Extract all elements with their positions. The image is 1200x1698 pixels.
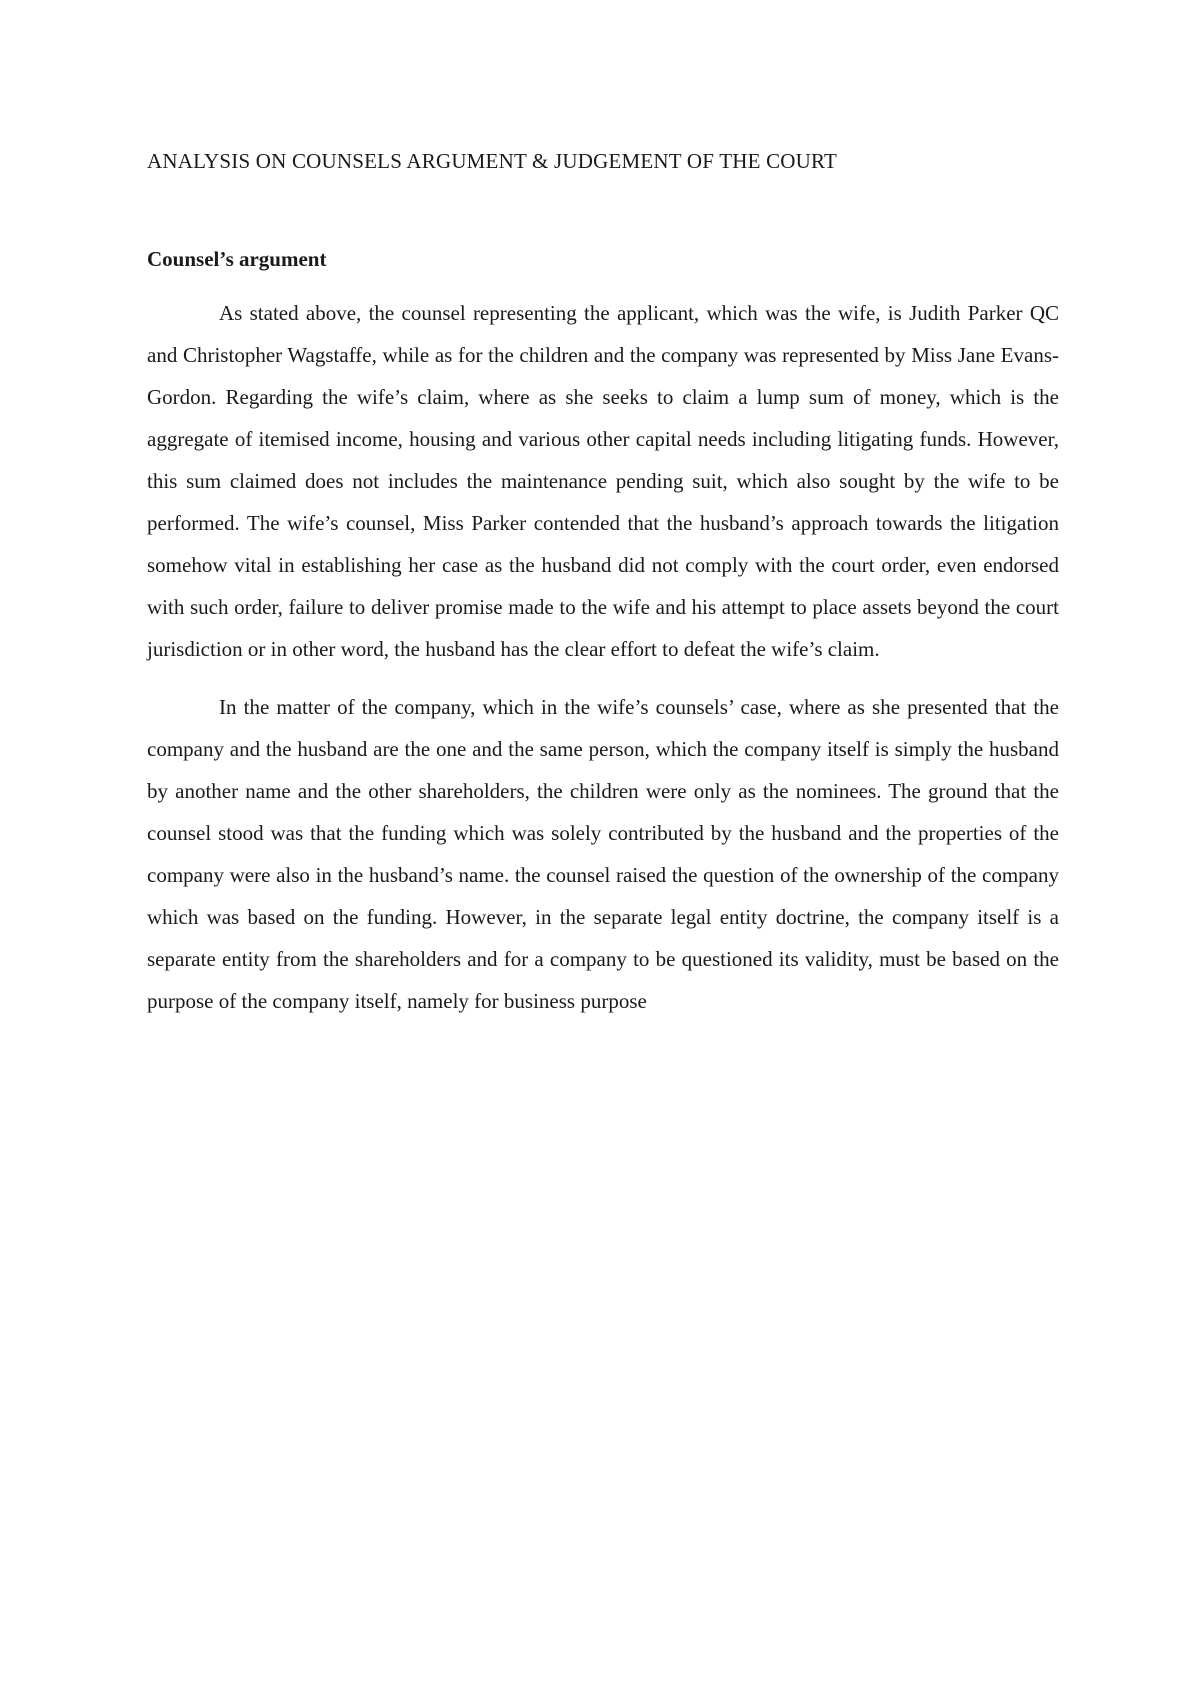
paragraph-2: In the matter of the company, which in the wife’s counsels’ case, where as she presented that the company and the husband are the one and the same person, which the company itself is simply the husband by another name and the other shareholders, the children were only as the nominees. The ground that the counsel stood was that the funding which was solely contributed by the husband and the properties of the company were also in the husband’s name. the counsel raised the question of the ownership of the company which was based on the funding. However, in the separate legal entity doctrine, the company itself is a separate entity from the shareholders and for a company to be questioned its validity, must be based on the purpose of the company itself, namely for business purpose bbox=[147, 695, 1059, 1013]
section-heading: Counsel’s argument bbox=[147, 247, 327, 271]
document-body bbox=[147, 140, 1059, 1022]
paragraph-1: As stated above, the counsel representing the applicant, which was the wife, is Judith Parker QC and Christopher Wagstaffe, while as for the children and the company was represented by Miss Jane Evans-Gordon. Regarding the wife’s claim, where as she seeks to claim a lump sum of money, which is the aggregate of itemised income, housing and various other capital needs including litigating funds. However, this sum claimed does not includes the maintenance pending suit, which also sought by the wife to be performed. The wife’s counsel, Miss Parker contended that the husband’s approach towards the litigation somehow vital in establishing her case as the husband did not comply with the court order, even endorsed with such order, failure to deliver promise made to the wife and his attempt to place assets beyond the court jurisdiction or in other word, the husband has the clear effort to defeat the wife’s claim. bbox=[147, 301, 1059, 661]
document-title: ANALYSIS ON COUNSELS ARGUMENT & JUDGEMENT OF THE COURT bbox=[147, 149, 837, 173]
